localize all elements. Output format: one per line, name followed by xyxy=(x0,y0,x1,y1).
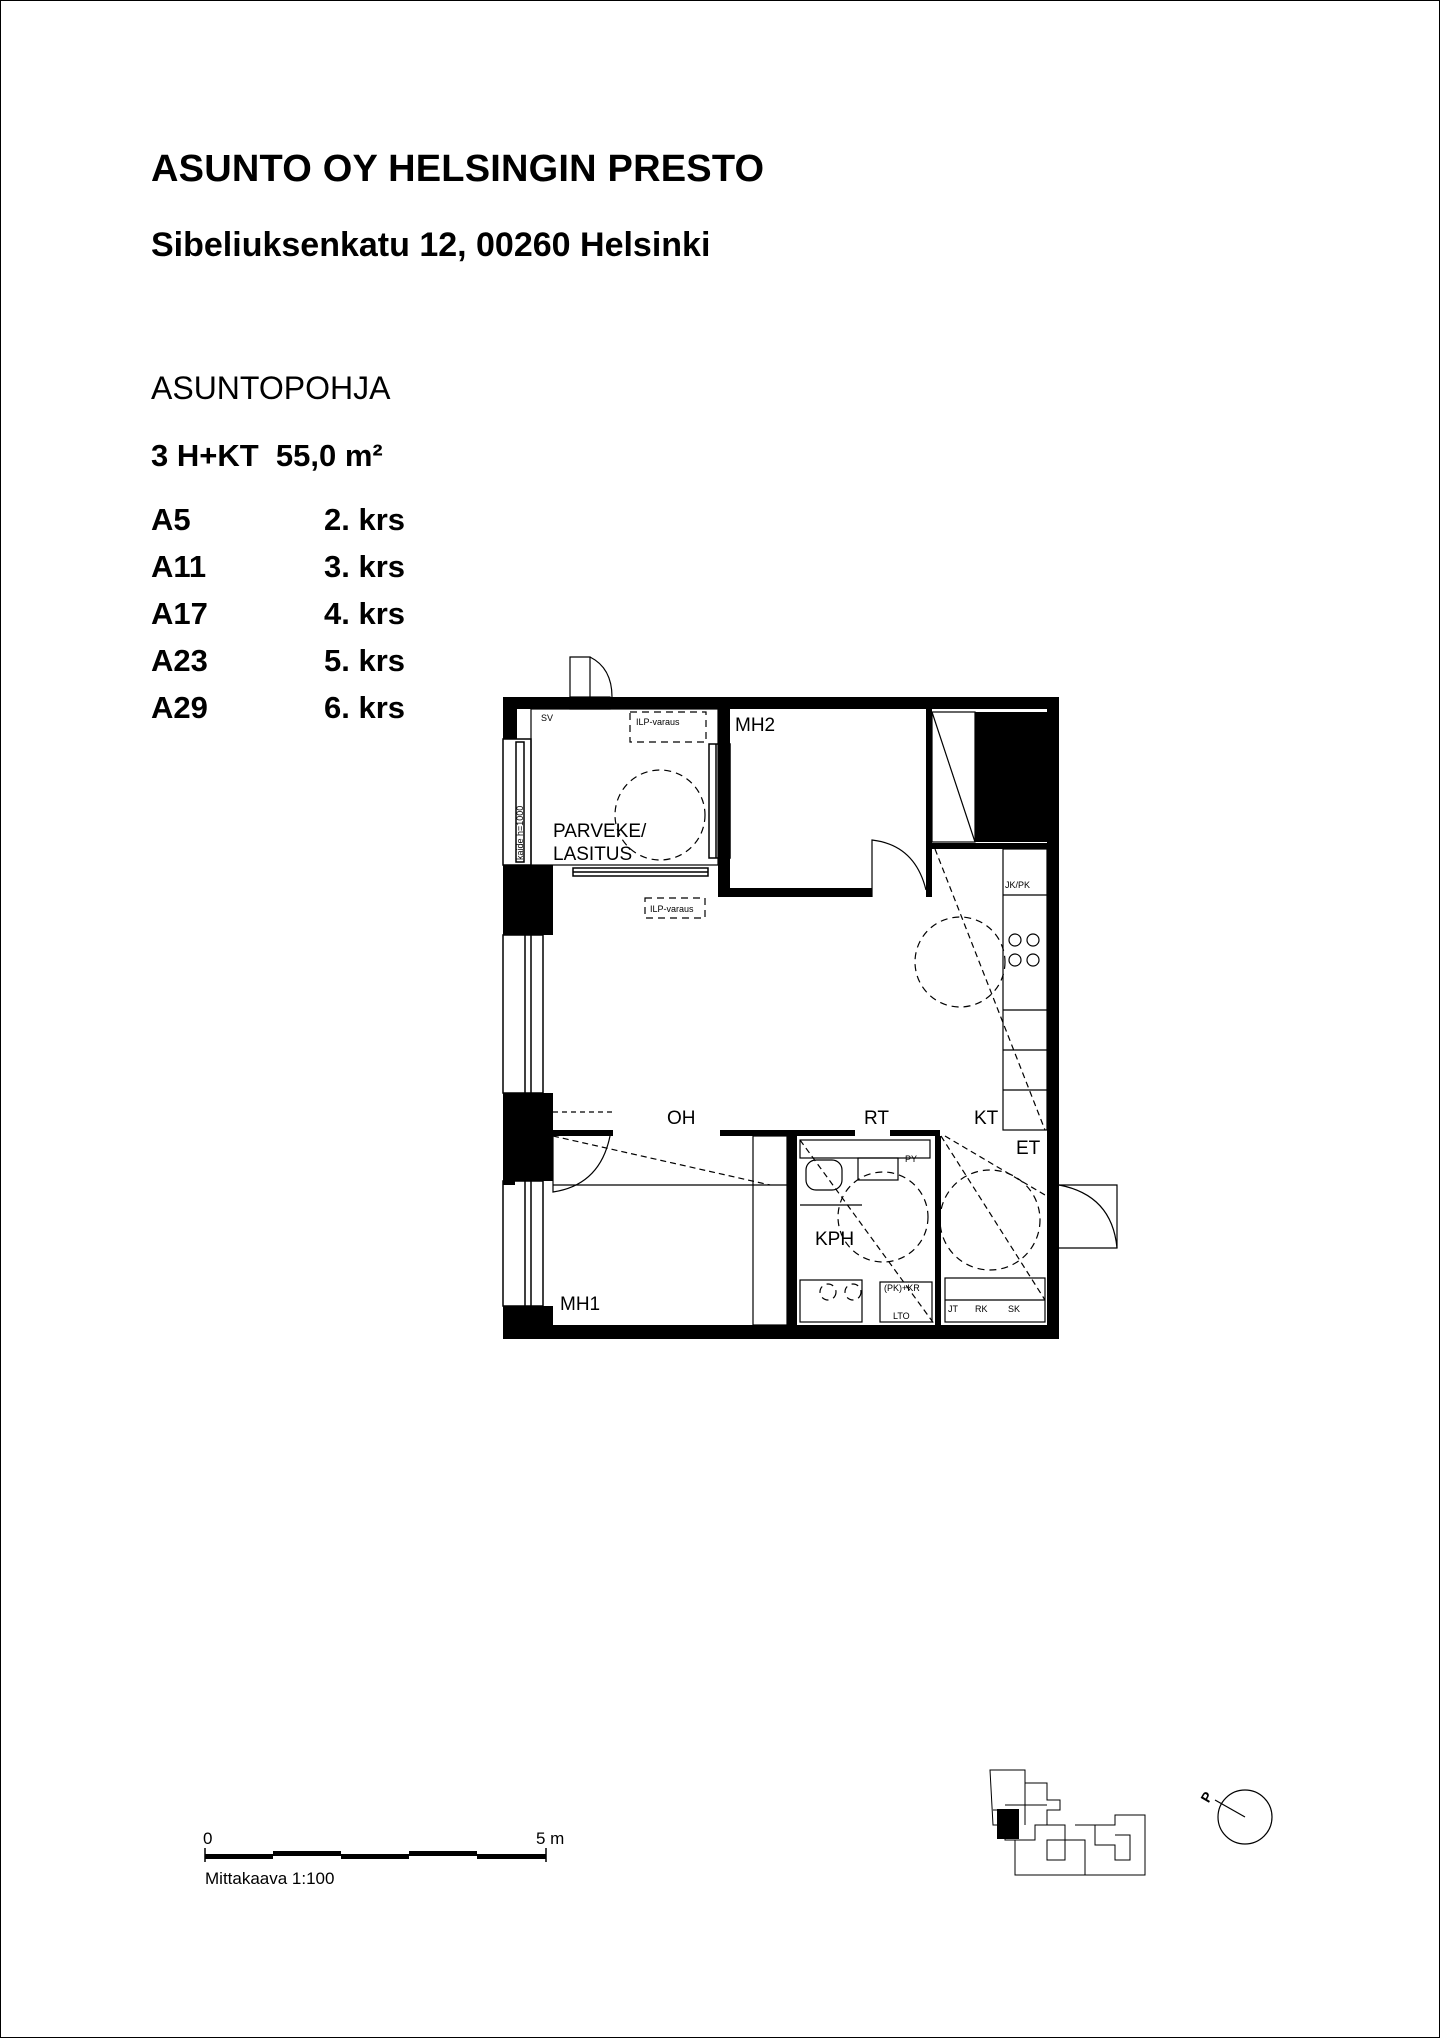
apartment-row xyxy=(151,596,405,632)
apartment-floor: 4. krs xyxy=(324,596,406,631)
apartment-floor: 6. krs xyxy=(324,690,406,725)
compass-north: P xyxy=(1197,1788,1216,1805)
label-sk: SK xyxy=(1008,1304,1021,1314)
room-label-rt: RT xyxy=(864,1108,889,1129)
label-sv: SV xyxy=(541,713,554,723)
room-label-kt: KT xyxy=(974,1108,999,1129)
address: Sibeliuksenkatu 12, 00260 Helsinki xyxy=(151,226,711,264)
apartment-code: A5 xyxy=(151,502,191,537)
compass-icon xyxy=(1195,1780,1275,1850)
label-ilp-2: ILP-varaus xyxy=(650,904,694,914)
room-label-mh1: MH1 xyxy=(560,1294,601,1315)
room-label-balcony-2: LASITUS xyxy=(553,844,633,865)
apartment-code: A29 xyxy=(151,690,208,725)
label-railing: kaide h=1000 xyxy=(515,805,525,860)
scale-zero: 0 xyxy=(203,1829,213,1848)
apartment-floor: 2. krs xyxy=(324,502,406,537)
apartment-code: A11 xyxy=(151,549,207,584)
room-label-oh: OH xyxy=(667,1108,696,1129)
room-label-balcony-1: PARVEKE/ xyxy=(553,821,647,842)
room-type: 3 H+KT xyxy=(151,438,259,473)
label-kuiv: (PK)+KR xyxy=(884,1283,920,1293)
apartment-code: A23 xyxy=(151,643,208,678)
label-ilp-1: ILP-varaus xyxy=(636,717,680,727)
floor-plan xyxy=(490,650,1130,1350)
scale-five: 5 m xyxy=(536,1829,565,1848)
apartment-row xyxy=(151,690,405,726)
label-jt: JT xyxy=(948,1304,958,1314)
room-label-et: ET xyxy=(1016,1138,1041,1159)
room-label-kph: KPH xyxy=(815,1229,855,1250)
area: 55,0 m² xyxy=(275,438,383,473)
label-jkpk: JK/PK xyxy=(1005,880,1031,890)
company-title: ASUNTO OY HELSINGIN PRESTO xyxy=(151,148,765,190)
label-rk: RK xyxy=(975,1304,988,1314)
apartment-floor: 5. krs xyxy=(324,643,406,678)
apartment-row xyxy=(151,549,405,585)
label-lto: LTO xyxy=(893,1311,910,1321)
apartment-row xyxy=(151,643,405,679)
scale-caption: Mittakaava 1:100 xyxy=(205,1869,335,1888)
apartment-row xyxy=(151,502,405,538)
label-vt: VT xyxy=(585,698,597,708)
label-py: PY xyxy=(905,1154,918,1164)
room-label-mh2: MH2 xyxy=(735,715,776,736)
site-key-map xyxy=(985,1765,1150,1885)
apartment-type-row xyxy=(151,438,383,474)
apartment-code: A17 xyxy=(151,596,208,631)
apartment-floor: 3. krs xyxy=(324,549,406,584)
scale-bar xyxy=(200,1846,552,1866)
section-title: ASUNTOPOHJA xyxy=(151,370,391,406)
